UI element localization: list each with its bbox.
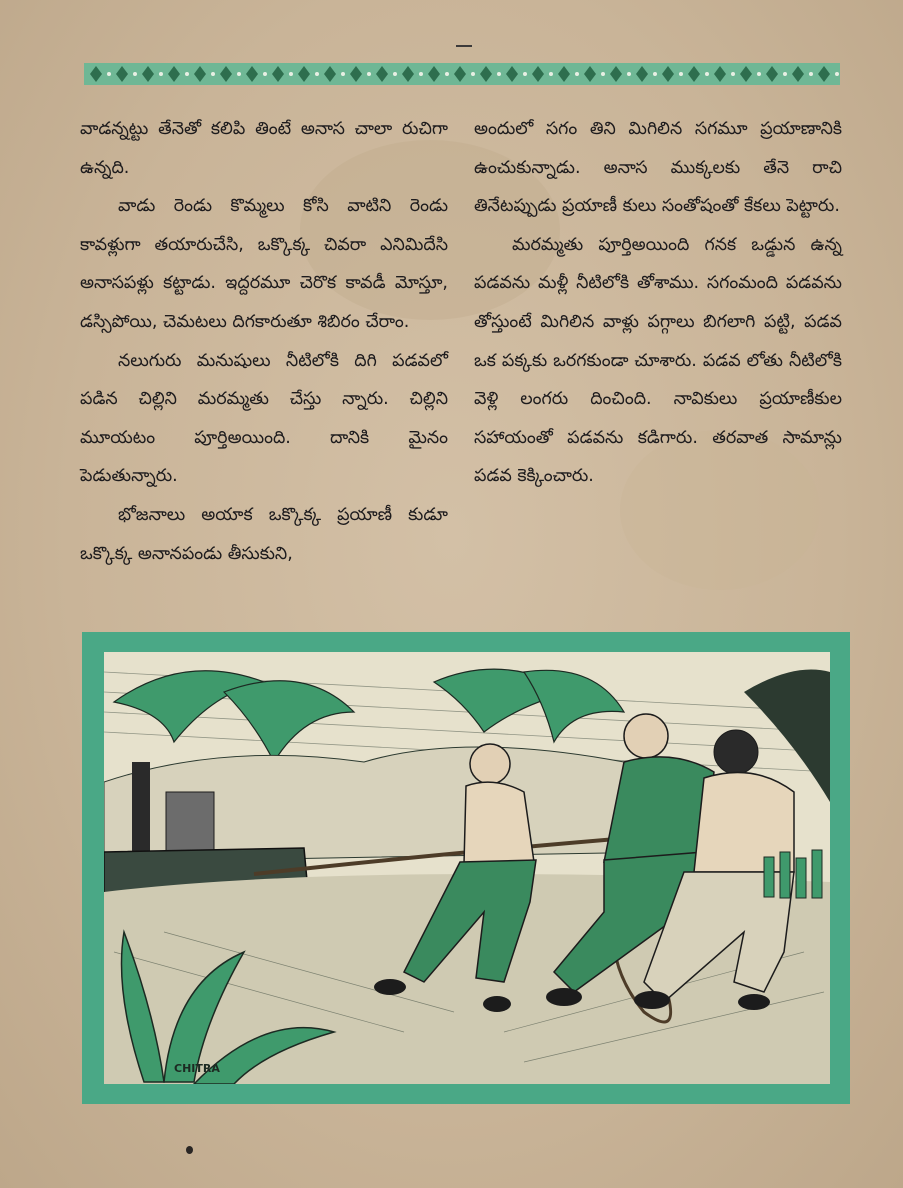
border-dot (627, 72, 631, 76)
border-dot (315, 72, 319, 76)
border-dot (211, 72, 215, 76)
paragraph: అందులో సగం తిని మిగిలిన సగమూ ప్రయాణానికి ఉంచుకున్నాడు. అనాస ముక్కలకు తేనె రాచి తినేటప్పుడు ప్రయాణీ కులు సంతోషంతో కేకలు పెట్టారు. (474, 119, 842, 217)
right-column (474, 110, 842, 496)
border-dot (549, 72, 553, 76)
border-dot (289, 72, 293, 76)
artist-signature: CHITRA (174, 1062, 220, 1075)
border-dot (237, 72, 241, 76)
border-dot (263, 72, 267, 76)
border-dot (523, 72, 527, 76)
border-dot (679, 72, 683, 76)
border-dot (185, 72, 189, 76)
border-dot (601, 72, 605, 76)
border-dot (783, 72, 787, 76)
paragraph: వాడన్నట్టు తేనెతో కలిపి తింటే అనాస చాలా రుచిగా ఉన్నది. (80, 119, 448, 178)
paragraph: నలుగురు మనుషులు నీటిలోకి దిగి పడవలో పడిన చిల్లిని మరమ్మతు చేస్తు న్నారు. చిల్లిని మూయటం పూర్తిఅయింది. దానికి మైనం పెడుతున్నారు. (80, 350, 448, 487)
border-dot (419, 72, 423, 76)
border-dot (159, 72, 163, 76)
left-column (80, 110, 448, 573)
border-dot (731, 72, 735, 76)
illustration-drawing (104, 652, 830, 1084)
border-dot (705, 72, 709, 76)
paragraph: భోజనాలు అయాక ఒక్కొక్క ప్రయాణీ కుడూ ఒక్కొక్క అనానపండు తీసుకుని, (80, 504, 448, 564)
border-dot (809, 72, 813, 76)
illustration (82, 632, 850, 1104)
border-dot (133, 72, 137, 76)
border-dot (107, 72, 111, 76)
paragraph: వాడు రెండు కొమ్మలు కోసి వాటిని రెండు కావళ్లుగా తయారుచేసి, ఒక్కొక్క చివరా ఎనిమిదేసి అనాసపళ్లు కట్టాడు. ఇద్దరమూ చెరొక కావడీ మోస్తూ, డస్సిపోయి, చెమటలు దిగకారుతూ శిబిరం చేరాం. (80, 196, 448, 332)
border-dot (367, 72, 371, 76)
border-dot (835, 72, 839, 76)
border-dot (575, 72, 579, 76)
paragraph: మరమ్మతు పూర్తిఅయింది గనక ఒడ్డున ఉన్న పడవను మళ్లీ నీటిలోకి తోశాము. సగంమంది పడవను తోస్తుంటే మిగిలిన వాళ్లు పగ్గాలు బిగలాగి పట్టి, పడవ ఒక పక్కకు ఒరగకుండా చూశారు. పడవ లోతు నీటిలోకి వెళ్లి లంగరు దించింది. నావికులు ప్రయాణీకుల సహాయంతో పడవను కడిగారు. తరవాత సామాన్లు పడవ కెక్కించారు. (474, 234, 842, 487)
border-dot (471, 72, 475, 76)
top-mark (456, 45, 472, 47)
border-dot (757, 72, 761, 76)
border-dot (393, 72, 397, 76)
border-dot (445, 72, 449, 76)
border-dot (341, 72, 345, 76)
ink-dot (186, 1146, 193, 1154)
decorative-border (84, 63, 840, 85)
border-dot (653, 72, 657, 76)
border-dot (497, 72, 501, 76)
